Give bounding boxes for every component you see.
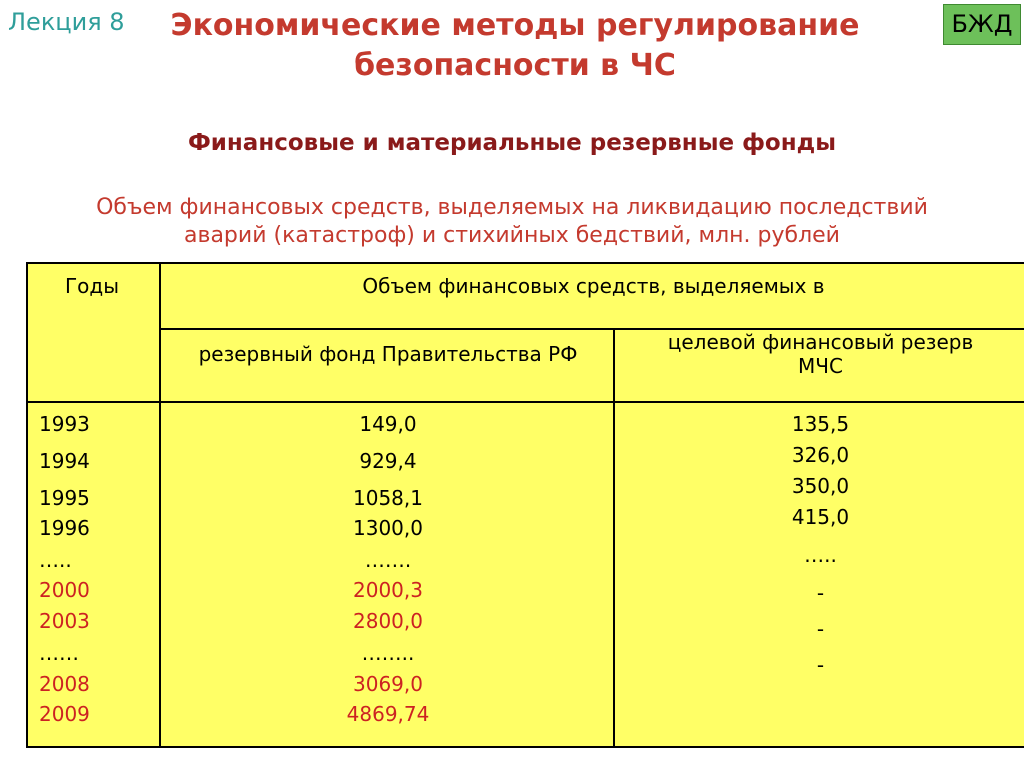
reserve-value: …….. — [361, 641, 415, 665]
mchs-value: - — [816, 617, 825, 641]
reserve-value: 4869,74 — [346, 702, 430, 726]
reserve-value: 2800,0 — [353, 609, 423, 633]
mchs-value: 135,5 — [791, 412, 850, 436]
section-subtitle: Финансовые и материальные резервные фонды — [187, 130, 836, 156]
reserve-value: 1058,1 — [353, 486, 423, 510]
header-mchs-line-1: целевой финансовый резерв — [667, 330, 974, 354]
reserve-value: 2000,3 — [353, 578, 423, 602]
reserve-value: 149,0 — [359, 412, 417, 436]
page-title-line-1: Экономические методы регулирование — [170, 8, 860, 43]
lecture-label: Лекция 8 — [8, 8, 125, 36]
header-reserve-fund: резервный фонд Правительства РФ — [198, 342, 578, 366]
funds-table — [26, 262, 1024, 748]
mchs-value: 415,0 — [791, 505, 850, 529]
year-cell: 2000 — [39, 578, 90, 602]
year-cell: 1994 — [39, 449, 90, 473]
year-cell: 1993 — [39, 412, 90, 436]
header-years: Годы — [64, 274, 120, 298]
reserve-value: 3069,0 — [353, 672, 423, 696]
mchs-value: - — [816, 653, 825, 677]
description-line-1: Объем финансовых средств, выделяемых на ликвидацию последствий — [96, 195, 928, 220]
reserve-value: 929,4 — [359, 449, 417, 473]
header-group: Объем финансовых средств, выделяемых в — [362, 274, 825, 298]
year-cell: …… — [39, 641, 79, 665]
divider-header-bottom — [28, 401, 1024, 403]
year-cell: 2003 — [39, 609, 90, 633]
page-title-line-2: безопасности в ЧС — [354, 48, 676, 83]
divider-subcolumns — [613, 328, 615, 748]
mchs-value: 326,0 — [791, 443, 850, 467]
description-line-2: аварий (катастроф) и стихийных бедствий, млн. рублей — [184, 223, 840, 248]
header-mchs-line-2: МЧС — [798, 354, 843, 378]
divider-years — [159, 264, 161, 748]
mchs-value: 350,0 — [791, 474, 850, 498]
mchs-value: - — [816, 581, 825, 605]
year-cell: 2008 — [39, 672, 90, 696]
year-cell: ….. — [39, 548, 72, 572]
reserve-value: ……. — [364, 548, 412, 572]
year-cell: 1996 — [39, 516, 90, 540]
mchs-value: ….. — [804, 543, 837, 567]
reserve-value: 1300,0 — [353, 516, 423, 540]
year-cell: 2009 — [39, 702, 90, 726]
subject-badge: БЖД — [943, 4, 1021, 45]
year-cell: 1995 — [39, 486, 90, 510]
